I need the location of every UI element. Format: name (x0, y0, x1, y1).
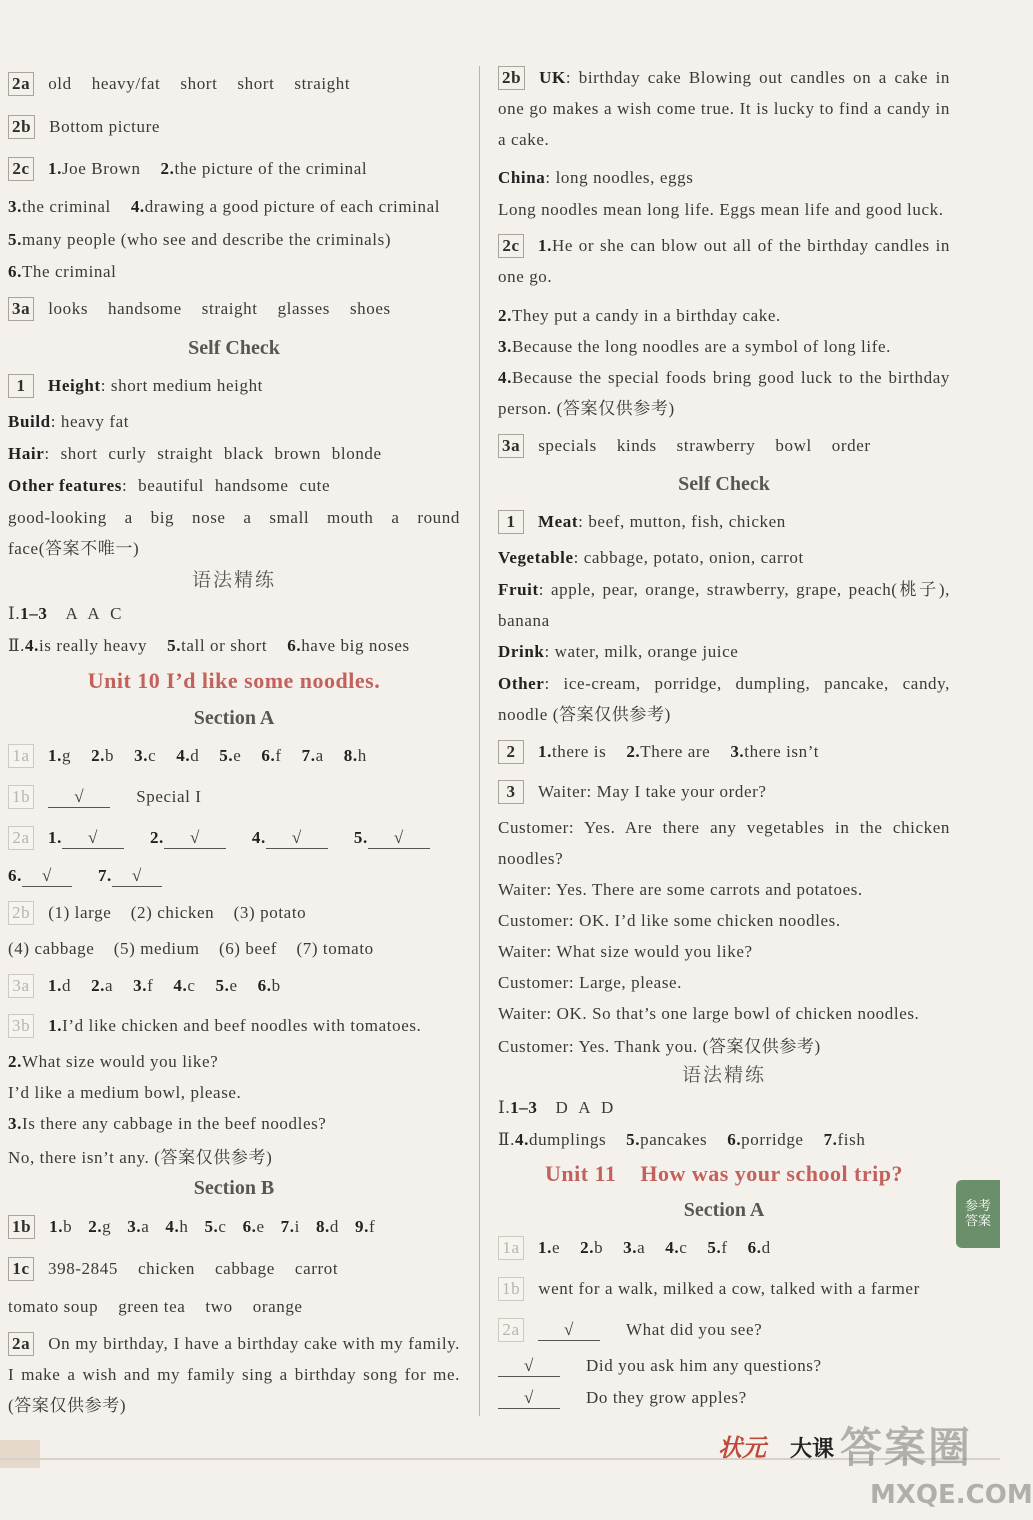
answer-word: strawberry (676, 436, 756, 455)
section-heading-b: Section B (193, 1177, 275, 1199)
section-heading-grammar: 语法精练 (681, 1065, 766, 1086)
item-number: 5. (8, 230, 22, 249)
answer-line (498, 574, 950, 636)
answer-line (498, 300, 950, 331)
answer-1 (8, 366, 460, 406)
section-heading-a: Section A (193, 707, 275, 729)
item-number: 2. (149, 828, 164, 847)
item-number: 6. (747, 1238, 762, 1257)
answer-text: D A D (555, 1098, 614, 1117)
category-label: Other features (8, 476, 122, 495)
answer-line (498, 998, 950, 1029)
item-number: 7. (97, 866, 112, 885)
answer-2b (8, 894, 460, 932)
answer-letter: e (229, 976, 238, 995)
answer-letter: d (329, 1217, 340, 1236)
roman-numeral: Ⅰ. (8, 604, 21, 623)
answer-1b (8, 1206, 460, 1248)
item-number: 5. (219, 746, 234, 765)
answer-text: Do they grow apples? (586, 1388, 747, 1407)
item-number: 3. (127, 1217, 142, 1236)
answer-letter: d (190, 746, 200, 765)
answer-2a (8, 62, 460, 106)
answer-1b (8, 776, 460, 818)
answer-letter: c (218, 1217, 227, 1236)
answer-text: the criminal (21, 197, 111, 216)
dialogue-line: Waiter: OK. So that’s one large bowl of chicken noodles. (498, 1003, 920, 1023)
watermark: 答案圈 (840, 1423, 973, 1472)
answer-word: cabbage (215, 1259, 275, 1278)
category-label: Hair (8, 444, 45, 463)
item-number: 6. (261, 746, 276, 765)
answer-word: heavy/fat (91, 74, 161, 93)
badge-2a: 2a (8, 826, 34, 850)
check-mark: √ (538, 1320, 600, 1341)
badge-2a: 2a (8, 72, 34, 96)
dialogue-line: Waiter: What size would you like? (498, 941, 753, 961)
answer-line (8, 932, 460, 966)
answer-letter: b (105, 746, 115, 765)
item-number: 1. (49, 1217, 64, 1236)
answer-3a (498, 426, 950, 466)
item-number: 7. (823, 1130, 838, 1149)
answer-text: Did you ask him any questions? (586, 1356, 822, 1375)
item-number: 1. (48, 1016, 63, 1035)
answer-word: carrot (294, 1259, 339, 1278)
answer-text: dumplings (528, 1130, 607, 1149)
answer-text: tall or short (181, 636, 268, 655)
answer-word: looks (48, 299, 89, 318)
answer-text: A A C (65, 604, 123, 623)
answer-text: : short curly straight black brown blonde (44, 444, 382, 463)
answer-text: Joe Brown (61, 159, 141, 178)
answer-text: I’d like chicken and beef noodles with tomatoes. (62, 1016, 422, 1035)
answer-text: : birthday cake Blowing out candles on a cake in one go makes a wish come true. It is lucky to find a candy in a cake. (498, 68, 950, 149)
item-number: 4. (251, 828, 266, 847)
item-number: 7. (301, 746, 316, 765)
answer-text: Because the long noodles are a symbol of long life. (511, 336, 891, 356)
answer-line (498, 936, 950, 967)
answer-text: Is there any cabbage in the beef noodles? (21, 1114, 327, 1133)
answer-text: : apple, pear, orange, strawberry, grape, peach(桃子), banana (498, 580, 950, 630)
answer-letter: c (148, 746, 157, 765)
roman-numeral: Ⅱ. (498, 1130, 516, 1149)
answer-letter: d (761, 1238, 771, 1257)
answer-word: shoes (349, 299, 391, 318)
item-number: 1. (48, 976, 62, 995)
badge-1a: 1a (8, 744, 34, 768)
roman-numeral: Ⅱ. (8, 636, 26, 655)
answer-2a-checks (8, 818, 460, 858)
answer-line (498, 362, 950, 426)
answer-line (498, 905, 950, 936)
answer-text: I’d like a medium bowl, please. (8, 1083, 242, 1102)
answer-text: : water, milk, orange juice (544, 642, 739, 661)
answer-text: The criminal (21, 262, 117, 281)
item-number: 3. (730, 742, 745, 761)
answer-1c (8, 1248, 460, 1290)
answer-word: order (831, 436, 871, 455)
answer-line (498, 636, 950, 668)
item-number: 6. (242, 1217, 257, 1236)
item-number: 9. (355, 1217, 369, 1236)
answer-text: Special I (136, 787, 202, 806)
item-number: 2. (8, 1052, 22, 1071)
answer-2a (498, 1310, 950, 1350)
item-number: 6. (257, 976, 272, 995)
item-range: 1–3 (510, 1098, 538, 1117)
answer-text: Long noodles mean long life. Eggs mean life and good luck. (498, 200, 944, 219)
category-label: Build (8, 412, 51, 431)
answer-text: : heavy fat (50, 412, 130, 431)
badge-1b: 1b (8, 1215, 35, 1239)
item-number: 5. (204, 1217, 219, 1236)
answer-text: : beef, mutton, fish, chicken (578, 512, 786, 531)
section-heading-self-check: Self Check (678, 473, 770, 495)
answer-text: : long noodles, eggs (545, 168, 694, 187)
item-number: 1. (538, 1238, 552, 1257)
item-number: 4. (665, 1238, 680, 1257)
item-number: 5. (167, 636, 182, 655)
answer-text: He or she can blow out all of the birthday candles in one go. (498, 236, 950, 286)
answer-text: On my birthday, I have a birthday cake with my family. I make a wish and my family sing a birthday song for me. (答案仅供参考) (8, 1334, 460, 1415)
right-column (498, 62, 950, 1414)
answer-letter: h (179, 1217, 189, 1236)
answer-word: chicken (137, 1259, 196, 1278)
answer-key-tab (956, 1180, 1000, 1248)
answer-word: specials (538, 436, 597, 455)
corner-decoration (0, 1440, 40, 1468)
item-number: 4. (130, 197, 145, 216)
answer-letter: f (275, 746, 282, 765)
badge-2a: 2a (8, 1332, 34, 1356)
answer-line (498, 967, 950, 998)
check-mark: √ (498, 1388, 560, 1409)
answer-2c (8, 148, 460, 190)
answer-text: (1) large (2) chicken (3) potato (48, 903, 307, 922)
item-number: 2. (580, 1238, 595, 1257)
item-number: 3. (8, 197, 22, 216)
badge-2b: 2b (498, 66, 525, 90)
brand-logo: 状元 (718, 1436, 766, 1462)
answer-letter: e (233, 746, 242, 765)
item-number: 6. (8, 262, 22, 281)
answer-word: 398-2845 (48, 1259, 118, 1278)
dialogue-line: Customer: OK. I’d like some chicken noodles. (498, 910, 841, 930)
answer-text: What size would you like? (21, 1052, 219, 1071)
answer-1a (8, 736, 460, 776)
dialogue-line: Customer: Yes. Are there any vegetables in the chicken noodles? (498, 818, 950, 868)
answer-line (8, 470, 460, 502)
item-number: 1. (538, 742, 552, 761)
answer-text: many people (who see and describe the criminals) (21, 230, 392, 249)
answer-line (498, 668, 950, 732)
category-label: China (498, 168, 546, 187)
grammar-i (8, 598, 460, 630)
item-range: 1–3 (20, 604, 48, 623)
answer-word: glasses (277, 299, 330, 318)
watermark-url: MXQE.COM (870, 1480, 1033, 1510)
section-heading-grammar: 语法精练 (191, 570, 276, 591)
answer-text: there isn’t (744, 742, 820, 761)
answer-letter: e (551, 1238, 561, 1257)
grammar-i (498, 1092, 950, 1124)
item-number: 1. (48, 746, 62, 765)
answer-text: porridge (741, 1130, 804, 1149)
answer-text: is really heavy (38, 636, 148, 655)
answer-line (8, 1108, 460, 1140)
item-number: 3. (134, 746, 149, 765)
answer-letter: b (271, 976, 281, 995)
answer-word: orange (252, 1297, 303, 1316)
category-label: Other (498, 674, 545, 693)
check-mark: √ (48, 787, 110, 808)
answer-2a (8, 1328, 460, 1421)
check-mark: √ (498, 1356, 560, 1377)
answer-letter: f (368, 1217, 376, 1236)
answer-letter: f (147, 976, 154, 995)
answer-1b (498, 1268, 950, 1310)
answer-text: pancakes (640, 1130, 708, 1149)
item-number: 3. (133, 976, 148, 995)
dialogue-line: Customer: Large, please. (498, 972, 683, 992)
answer-word: straight (294, 74, 351, 93)
answer-letter: a (315, 746, 324, 765)
badge-1a: 1a (498, 1236, 524, 1260)
answer-2b (8, 106, 460, 148)
item-number: 6. (727, 1130, 742, 1149)
answer-1 (498, 502, 950, 542)
answer-letter: g (102, 1217, 112, 1236)
badge-2c: 2c (498, 234, 524, 258)
side-tab-label: 参考答案 (964, 1199, 991, 1229)
answer-letter: a (637, 1238, 646, 1257)
answer-line (498, 1382, 950, 1414)
answer-line (8, 1290, 460, 1324)
answer-word: handsome (108, 299, 182, 318)
answer-letter: e (256, 1217, 265, 1236)
answer-letter: d (61, 976, 72, 995)
item-number: 4. (176, 746, 191, 765)
badge-3a: 3a (498, 434, 524, 458)
category-label: Drink (498, 642, 545, 661)
grammar-ii (498, 1124, 950, 1156)
badge-1c: 1c (8, 1257, 34, 1281)
answer-line (8, 438, 460, 470)
answer-word: bowl (775, 436, 812, 455)
answer-word: two (205, 1297, 233, 1316)
category-label: Fruit (498, 580, 539, 599)
badge-1b: 1b (8, 785, 34, 809)
badge-1: 1 (8, 374, 34, 398)
unit-title: Unit 11 How was your school trip? (544, 1161, 903, 1186)
answer-letter: a (105, 976, 114, 995)
answer-text: Because the special foods bring good luck to the birthday person. (答案仅供参考) (498, 368, 950, 418)
badge-2a: 2a (498, 1318, 524, 1342)
answer-text: There are (640, 742, 711, 761)
answer-text: : short medium height (100, 376, 263, 395)
answer-letter: b (63, 1217, 73, 1236)
answer-letter: i (294, 1217, 300, 1236)
answer-text: drawing a good picture of each criminal (144, 197, 441, 216)
answer-3 (498, 772, 950, 812)
answer-letter: g (61, 746, 72, 765)
answer-text: good-looking a big nose a small mouth a round face(答案不唯一) (8, 508, 460, 558)
item-number: 1. (538, 236, 552, 255)
check-mark: √ (22, 866, 72, 887)
category-label: Vegetable (498, 548, 574, 567)
answer-2b (498, 62, 950, 162)
check-mark: √ (368, 828, 430, 849)
left-column (8, 62, 460, 1421)
check-mark: √ (164, 828, 226, 849)
section-heading-self-check: Self Check (188, 337, 280, 359)
answer-text: : ice-cream, porridge, dumpling, pancake, candy, noodle (答案仅供参考) (498, 674, 950, 724)
column-divider (479, 66, 480, 1416)
item-number: 5. (353, 828, 368, 847)
section-heading-a: Section A (683, 1199, 765, 1221)
item-number: 3. (623, 1238, 638, 1257)
badge-2c: 2c (8, 157, 34, 181)
check-mark: √ (62, 828, 124, 849)
answer-word: short (237, 74, 275, 93)
answer-line (8, 1046, 460, 1078)
answer-word: old (48, 74, 72, 93)
answer-line (498, 1350, 950, 1382)
answer-word: green tea (118, 1297, 186, 1316)
answer-3b (8, 1006, 460, 1046)
answer-3a (8, 288, 460, 330)
answer-letter: c (187, 976, 196, 995)
check-mark: √ (112, 866, 162, 887)
answer-line (498, 162, 950, 194)
answer-text: there is (551, 742, 607, 761)
answer-line (498, 194, 950, 226)
badge-2: 2 (498, 740, 524, 764)
item-number: 5. (707, 1238, 722, 1257)
answer-text: the picture of the criminal (174, 159, 368, 178)
badge-3a: 3a (8, 297, 34, 321)
answer-text: : cabbage, potato, onion, carrot (573, 548, 804, 567)
badge-3a: 3a (8, 974, 34, 998)
item-number: 8. (343, 746, 358, 765)
answer-2c (498, 226, 950, 300)
item-number: 2. (498, 305, 512, 325)
answer-line (498, 1029, 950, 1060)
answer-text: Bottom picture (49, 117, 161, 136)
item-number: 6. (287, 636, 302, 655)
category-label: Height (48, 376, 101, 395)
item-number: 1. (48, 828, 62, 847)
item-number: 3. (8, 1114, 22, 1133)
answer-line (498, 331, 950, 362)
answer-text: They put a candy in a birthday cake. (511, 305, 781, 325)
answer-text: : beautiful handsome cute (122, 476, 331, 495)
answer-word: tomato soup (8, 1297, 99, 1316)
check-mark: √ (266, 828, 328, 849)
item-number: 2. (160, 159, 175, 178)
answer-line (8, 1140, 460, 1170)
badge-2b: 2b (8, 115, 35, 139)
answer-word: short (180, 74, 218, 93)
answer-line (8, 406, 460, 438)
badge-1b: 1b (498, 1277, 524, 1301)
category-label: UK (539, 68, 566, 87)
answer-line (498, 874, 950, 905)
grammar-ii (8, 630, 460, 662)
dialogue-line: Waiter: May I take your order? (538, 782, 767, 801)
dialogue-line: Customer: Yes. Thank you. (答案仅供参考) (498, 1037, 821, 1056)
answer-text: What did you see? (626, 1320, 763, 1339)
answer-line (8, 1078, 460, 1108)
unit-title: Unit 10 I’d like some noodles. (87, 668, 381, 693)
answer-1a (498, 1228, 950, 1268)
category-label: Meat (538, 512, 579, 531)
item-number: 4. (515, 1130, 529, 1149)
answer-letter: c (679, 1238, 688, 1257)
badge-3b: 3b (8, 1014, 34, 1038)
item-number: 2. (91, 746, 106, 765)
item-number: 1. (48, 159, 62, 178)
badge-3: 3 (498, 780, 524, 804)
answer-3a (8, 966, 460, 1006)
answer-line (498, 812, 950, 874)
answer-line (8, 858, 460, 894)
item-number: 4. (165, 1217, 180, 1236)
roman-numeral: Ⅰ. (498, 1098, 511, 1117)
answer-line (8, 256, 460, 288)
answer-text: went for a walk, milked a cow, talked with a farmer (538, 1279, 920, 1298)
item-number: 5. (215, 976, 230, 995)
item-number: 2. (626, 742, 641, 761)
item-number: 2. (91, 976, 106, 995)
item-number: 5. (626, 1130, 641, 1149)
item-number: 6. (8, 866, 22, 885)
item-number: 8. (315, 1217, 330, 1236)
answer-line (8, 502, 460, 564)
item-number: 3. (498, 336, 512, 356)
answer-letter: b (594, 1238, 604, 1257)
answer-text: have big noses (301, 636, 410, 655)
answer-line (8, 190, 460, 224)
item-number: 7. (280, 1217, 295, 1236)
answer-letter: h (357, 746, 367, 765)
dialogue-line: Waiter: Yes. There are some carrots and potatoes. (498, 879, 863, 899)
answer-text: fish (837, 1130, 866, 1149)
brand-name: 大课 (790, 1436, 835, 1461)
answer-letter: a (141, 1217, 150, 1236)
answer-word: kinds (616, 436, 657, 455)
item-number: 4. (498, 368, 512, 387)
item-number: 2. (88, 1217, 103, 1236)
answer-text: (4) cabbage (5) medium (6) beef (7) tomato (8, 939, 374, 958)
answer-text: No, there isn’t any. (答案仅供参考) (8, 1147, 273, 1167)
answer-2 (498, 732, 950, 772)
badge-2b: 2b (8, 901, 34, 925)
answer-line (498, 542, 950, 574)
answer-line (8, 224, 460, 256)
item-number: 4. (25, 636, 39, 655)
answer-word: straight (201, 299, 258, 318)
badge-1: 1 (498, 510, 524, 534)
answer-letter: f (721, 1238, 728, 1257)
item-number: 4. (173, 976, 188, 995)
